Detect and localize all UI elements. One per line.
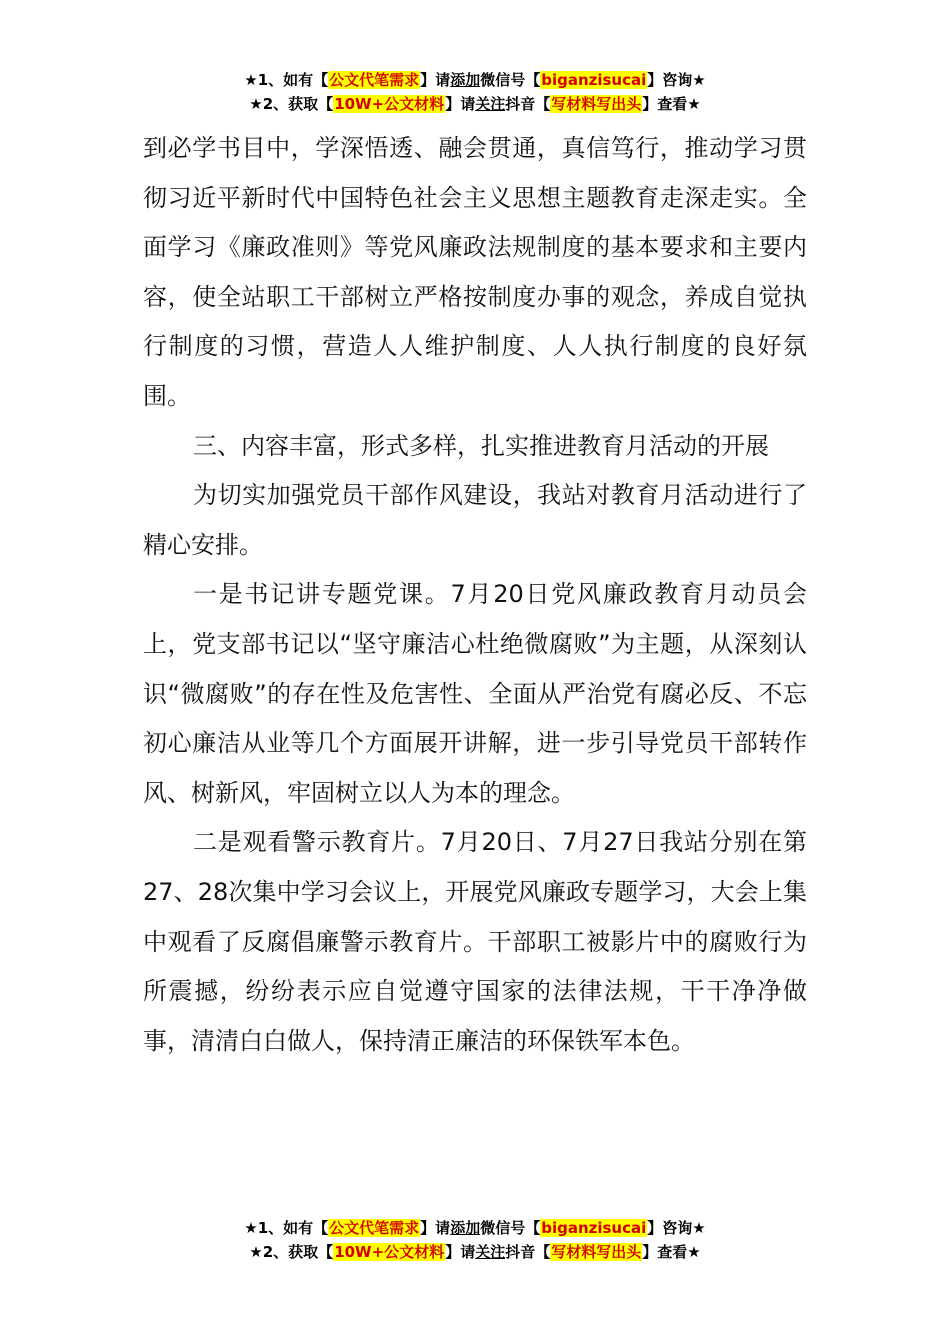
banner-text: 】查看★: [642, 95, 701, 113]
banner-line-2: [0, 92, 950, 116]
highlight-douyin-account: 写材料写出头: [551, 1243, 642, 1261]
banner-text: 】请: [420, 1219, 451, 1237]
banner-text: 】查看★: [642, 1243, 701, 1261]
banner-text: 】咨询★: [647, 1219, 706, 1237]
underlined-follow: 关注: [475, 1243, 506, 1261]
banner-text: 抖音【: [505, 1243, 551, 1261]
highlight-service: 公文代笔需求: [329, 1219, 420, 1237]
document-body: [143, 124, 807, 1066]
banner-text: ★2、获取【: [249, 1243, 334, 1261]
paragraph-continuation: 到必学书目中，学深悟透、融会贯通，真信笃行，推动学习贯彻习近平新时代中国特色社会主义思想主题教育走深走实。全面学习《廉政准则》等党风廉政法规制度的基本要求和主要内容，使全站职工干部树立严格按制度办事的观念，养成自觉执行制度的习惯，营造人人维护制度、人人执行制度的良好氛围。: [143, 134, 807, 410]
banner-line-1: [0, 68, 950, 92]
highlight-materials: 10W+公文材料: [334, 95, 445, 113]
banner-text: 】咨询★: [647, 71, 706, 89]
banner-text: 】请: [420, 71, 451, 89]
banner-text: 微信号【: [480, 1219, 541, 1237]
banner-text: 抖音【: [505, 95, 551, 113]
highlight-materials: 10W+公文材料: [334, 1243, 445, 1261]
banner-text: ★1、如有【: [244, 1219, 329, 1237]
banner-text: 】请: [445, 1243, 476, 1261]
footer-banner: [0, 1216, 950, 1264]
highlight-wechat-id: biganzisucai: [541, 71, 647, 89]
paragraph-warning-film: 二是观看警示教育片。7月20日、7月27日我站分别在第27、28次集中学习会议上，开展党风廉政专题学习，大会上集中观看了反腐倡廉警示教育片。干部职工被影片中的腐败行为所震撼，纷纷表示应自觉遵守国家的法律法规，干干净净做事，清清白白做人，保持清正廉洁的环保铁军本色。: [143, 828, 807, 1055]
paragraph-party-lecture: 一是书记讲专题党课。7月20日党风廉政教育月动员会上，党支部书记以“坚守廉洁心杜绝微腐败”为主题，从深刻认识“微腐败”的存在性及危害性、全面从严治党有腐必反、不忘初心廉洁从业等几个方面展开讲解，进一步引导党员干部转作风、树新风，牢固树立以人为本的理念。: [143, 580, 807, 807]
highlight-service: 公文代笔需求: [329, 71, 420, 89]
highlight-wechat-id: biganzisucai: [541, 1219, 647, 1237]
banner-line-2: [0, 1240, 950, 1264]
highlight-douyin-account: 写材料写出头: [551, 95, 642, 113]
paragraph-intro: 为切实加强党员干部作风建设，我站对教育月活动进行了精心安排。: [143, 481, 807, 559]
banner-text: ★1、如有【: [244, 71, 329, 89]
header-banner: [0, 68, 950, 116]
banner-text: 微信号【: [480, 71, 541, 89]
underlined-add: 添加: [450, 1219, 481, 1237]
section-heading-3: 三、内容丰富，形式多样，扎实推进教育月活动的开展: [193, 431, 769, 460]
underlined-add: 添加: [450, 71, 481, 89]
underlined-follow: 关注: [475, 95, 506, 113]
banner-text: ★2、获取【: [249, 95, 334, 113]
banner-line-1: [0, 1216, 950, 1240]
banner-text: 】请: [445, 95, 476, 113]
